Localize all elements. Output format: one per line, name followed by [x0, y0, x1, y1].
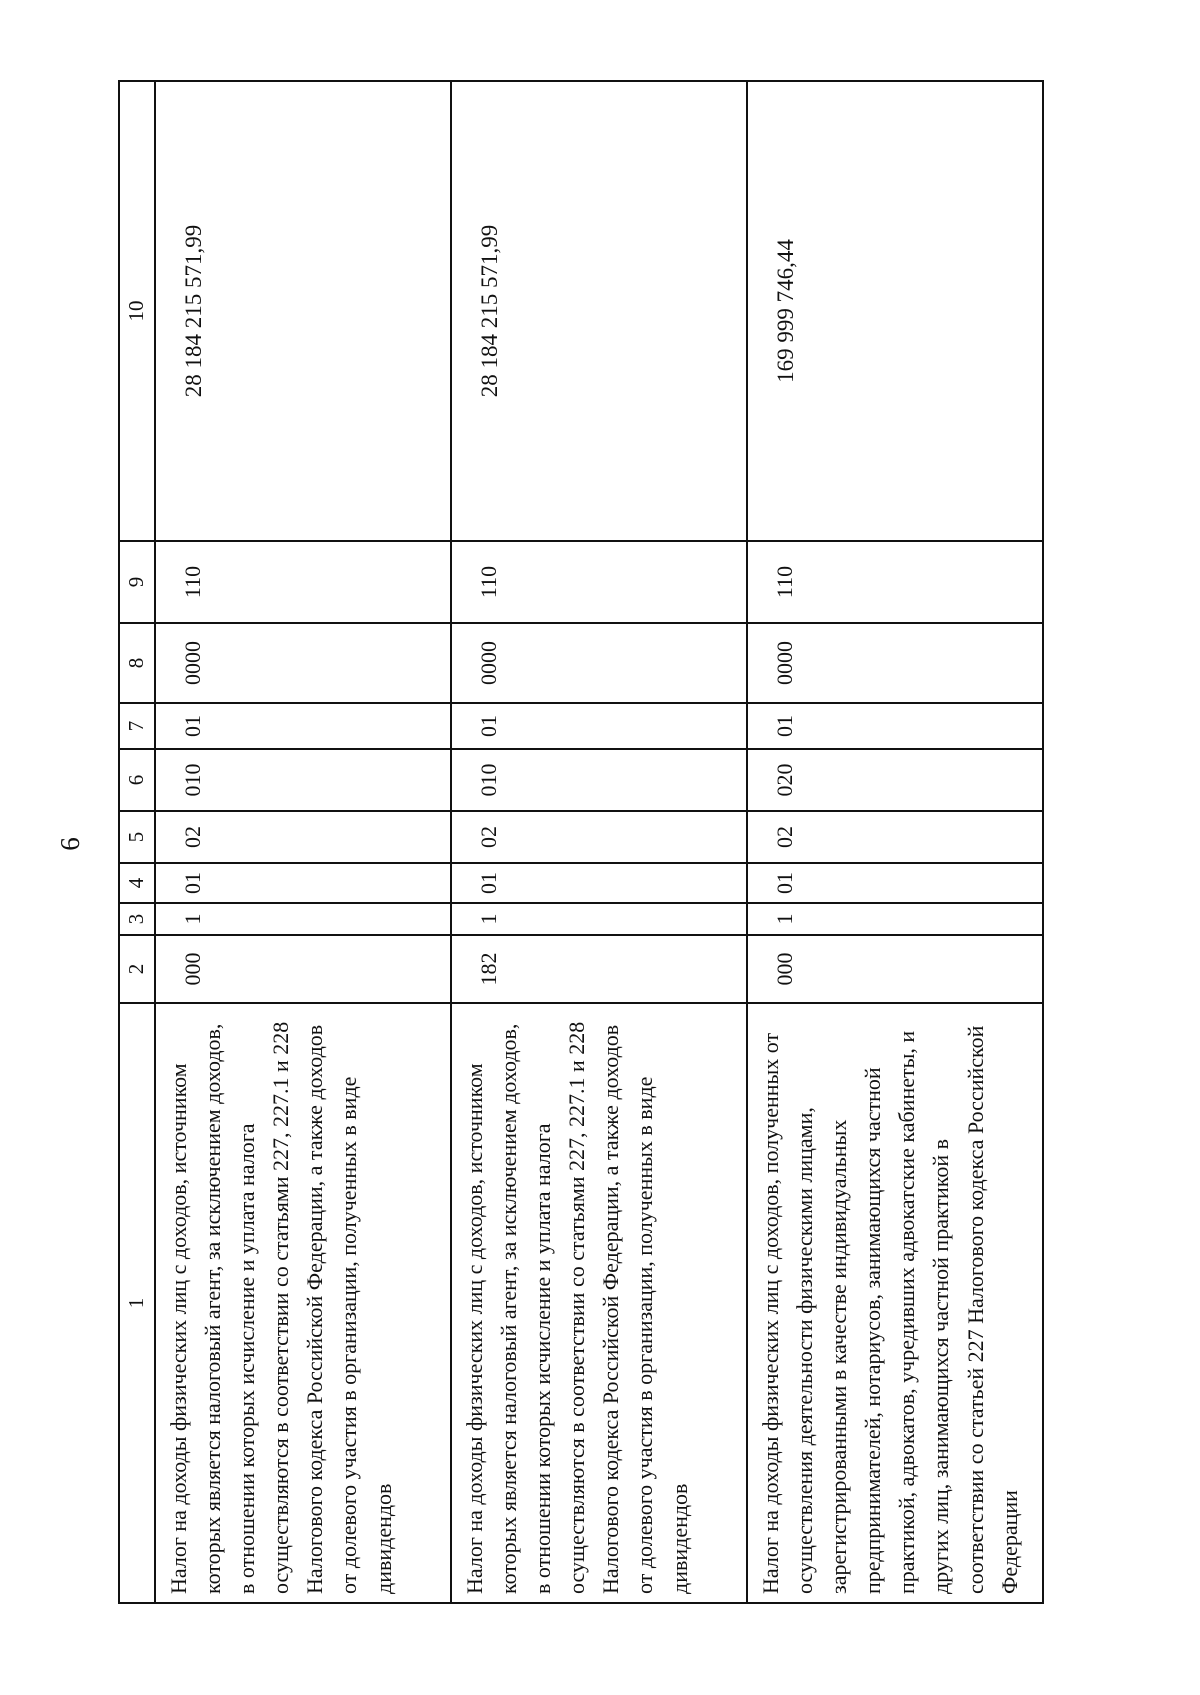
article-code: 02: [747, 811, 1043, 863]
group-code: 1: [747, 903, 1043, 935]
program-code: 0000: [451, 623, 747, 703]
header-cell: 7: [119, 703, 155, 749]
table-row: [451, 81, 747, 1603]
header-row: [119, 81, 155, 1603]
group-code: 1: [155, 903, 451, 935]
program-code: 0000: [155, 623, 451, 703]
economic-code: 110: [747, 541, 1043, 623]
header-cell: 8: [119, 623, 155, 703]
header-cell: 9: [119, 541, 155, 623]
group-code: 1: [451, 903, 747, 935]
table-row: [155, 81, 451, 1603]
article-code: 02: [451, 811, 747, 863]
economic-code: 110: [155, 541, 451, 623]
subgroup-code: 01: [747, 863, 1043, 903]
element-code: 01: [747, 703, 1043, 749]
header-cell: 3: [119, 903, 155, 935]
amount-cell: 169 999 746,44: [747, 81, 1043, 541]
header-cell: 2: [119, 935, 155, 1003]
subarticle-code: 010: [451, 749, 747, 811]
program-code: 0000: [747, 623, 1043, 703]
admin-code: 182: [451, 935, 747, 1003]
article-code: 02: [155, 811, 451, 863]
budget-table: [118, 80, 1044, 1604]
subarticle-code: 020: [747, 749, 1043, 811]
tax-description: Налог на доходы физических лиц с доходов, полученных от осуществления деятельности физическими лицами, зарегистрированными в качестве индивидуальных предпринимателей, нотариусов, занимающихся частной практикой, адвокатов, учредивших адвокатские кабинеты, и других лиц, занимающихся частной практикой в соответствии со статьей 227 Налогового кодекса Российской Федерации: [747, 1003, 1043, 1603]
header-cell: 5: [119, 811, 155, 863]
admin-code: 000: [747, 935, 1043, 1003]
table-container: [118, 82, 1044, 1604]
page-number: 6: [55, 837, 85, 851]
element-code: 01: [155, 703, 451, 749]
economic-code: 110: [451, 541, 747, 623]
header-cell: 6: [119, 749, 155, 811]
tax-description: Налог на доходы физических лиц с доходов, источником которых является налоговый агент, за исключением доходов, в отношении которых исчисление и уплата налога осуществляются в соответствии со статьями 227, 227.1 и 228 Налогового кодекса Российской Федерации, а также доходов от долевого участия в организации, полученных в виде дивидендов: [155, 1003, 451, 1603]
admin-code: 000: [155, 935, 451, 1003]
subarticle-code: 010: [155, 749, 451, 811]
subgroup-code: 01: [451, 863, 747, 903]
table-row: [747, 81, 1043, 1603]
header-cell: 4: [119, 863, 155, 903]
amount-cell: 28 184 215 571,99: [155, 81, 451, 541]
element-code: 01: [451, 703, 747, 749]
tax-description: Налог на доходы физических лиц с доходов, источником которых является налоговый агент, за исключением доходов, в отношении которых исчисление и уплата налога осуществляются в соответствии со статьями 227, 227.1 и 228 Налогового кодекса Российской Федерации, а также доходов от долевого участия в организации, полученных в виде дивидендов: [451, 1003, 747, 1603]
amount-cell: 28 184 215 571,99: [451, 81, 747, 541]
header-cell: 1: [119, 1003, 155, 1603]
header-cell: 10: [119, 81, 155, 541]
subgroup-code: 01: [155, 863, 451, 903]
